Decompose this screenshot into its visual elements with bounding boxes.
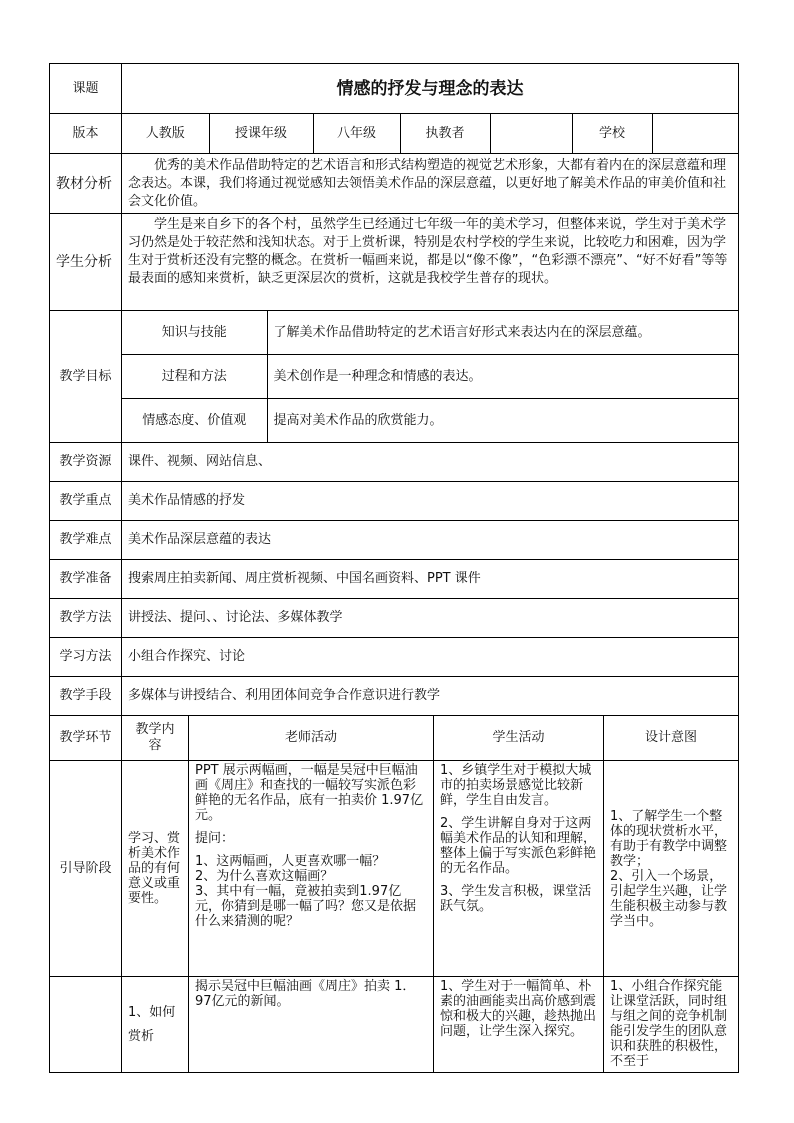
school-label: 学校	[572, 114, 652, 153]
goal-item	[122, 311, 738, 355]
teacher-label: 执教者	[400, 114, 490, 153]
school-value	[652, 114, 739, 153]
row-label: 教学方法	[50, 599, 122, 638]
row-label: 教学难点	[50, 521, 122, 560]
student-activity	[434, 977, 604, 1073]
design-paragraph: 1、了解学生一个整体的现状赏析水平，有助于有教学中调整教学； 2、引入一个场景，引起学生兴趣，让学生能积极主动参与教学当中。	[610, 808, 728, 929]
goal-text: 提高对美术作品的欣赏能力。	[273, 412, 443, 428]
process-row	[50, 761, 739, 977]
students-text: 学生是来自乡下的各个村，虽然学生已经通过七年级一年的美术学习，但整体来说，学生对于美术学习仍然是处于较茫然和浅知状态。对于上赏析课，特别是农村学校的学生来说，比较吃力和困难，因为学生对于赏析还没有完整的概念。在赏析一幅画来说，都是以“像不像”，“色彩漂不漂亮”、“好不好看”等等最表面的感知来赏析，缺乏更深层次的赏析，这就是我校学生普存的现状。	[122, 214, 739, 311]
material-row	[50, 154, 739, 214]
methods-row	[50, 599, 739, 638]
goal-text: 了解美术作品借助特定的艺术语言好形式来表达内在的深层意蕴。	[267, 311, 738, 355]
title-row	[50, 64, 739, 114]
row-text: 美术作品深层意蕴的表达	[122, 521, 739, 560]
row-text: 搜索周庄拍卖新闻、周庄赏析视频、中国名画资料、PPT 课件	[122, 560, 739, 599]
teacher-value	[490, 114, 572, 153]
grade-value: 八年级	[313, 114, 400, 153]
edition-subtable	[122, 114, 739, 153]
row-text: 小组合作探究、讨论	[122, 638, 739, 677]
design-paragraph: 1、小组合作探究能让课堂活跃，同时组与组之间的竞争机制能引发学生的团队意识和获胜的积极性，不至于	[610, 979, 728, 1069]
row-label: 教学资源	[50, 443, 122, 482]
header-teacher: 老师活动	[189, 716, 434, 761]
row-label: 学习方法	[50, 638, 122, 677]
header-student: 学生活动	[434, 716, 604, 761]
learning-methods-row	[50, 638, 739, 677]
resources-row	[50, 443, 739, 482]
row-label: 教学手段	[50, 677, 122, 716]
student-paragraph: 2、学生讲解自身对于这两幅美术作品的认知和理解，整体上偏于写实派色彩鲜艳的无名作品。	[440, 816, 597, 876]
stage-content: 学习、赏析美术作品的有何意义或重要性。	[122, 761, 189, 977]
grade-label: 授课年级	[209, 114, 313, 153]
header-design: 设计意图	[604, 716, 739, 761]
design-intent	[604, 761, 739, 977]
teacher-paragraph: 1、这两幅画，人更喜欢哪一幅？ 2、为什么喜欢这幅画？ 3、其中有一幅，竟被拍卖到1.97亿元，你猜到是哪一幅了吗？您又是依据什么来猜测的呢？	[195, 854, 417, 929]
header-stage: 教学环节	[50, 716, 122, 761]
goal-name: 知识与技能	[122, 311, 267, 355]
material-label: 教材分析	[50, 154, 122, 214]
student-activity	[434, 761, 604, 977]
key-points-row	[50, 482, 739, 521]
row-label: 教学准备	[50, 560, 122, 599]
difficulties-row	[50, 521, 739, 560]
design-intent	[604, 977, 739, 1073]
goal-name: 情感态度、价值观	[122, 399, 267, 443]
edition-row	[50, 114, 739, 154]
teacher-activity	[189, 977, 434, 1073]
goal-name: 过程和方法	[122, 355, 267, 399]
student-paragraph: 1、乡镇学生对于模拟大城市的拍卖场景感觉比较新鲜，学生自由发言。	[440, 763, 592, 808]
goals-label: 教学目标	[50, 311, 122, 443]
edition-label: 版本	[50, 114, 122, 154]
edition-value: 人教版	[122, 114, 209, 153]
goal-text: 美术创作是一种理念和情感的表达。	[267, 355, 738, 399]
stage-name	[50, 977, 122, 1073]
page-title: 情感的抒发与理念的表达	[122, 64, 739, 114]
preparation-row	[50, 560, 739, 599]
stage-name: 引导阶段	[50, 761, 122, 977]
students-row	[50, 214, 739, 311]
students-label: 学生分析	[50, 214, 122, 311]
student-paragraph: 3、学生发言积极，课堂活跃气氛。	[440, 884, 592, 914]
process-header-row	[50, 716, 739, 761]
row-text: 讲授法、提问、、讨论法、多媒体教学	[122, 599, 739, 638]
material-text: 优秀的美术作品借助特定的艺术语言和形式结构塑造的视觉艺术形象，大都有着内在的深层意蕴和理念表达。本课，我们将通过视觉感知去领悟美术作品的深层意蕴，以更好地了解美术作品的审美价值和社会文化价值。	[122, 154, 739, 214]
student-paragraph: 1、学生对于一幅简单、朴素的油画能卖出高价感到震惊和极大的兴趣，趁热抛出问题，让学生深入探究。	[440, 979, 597, 1039]
goals-subtable	[122, 311, 738, 442]
lesson-plan-document	[49, 63, 738, 1073]
means-row	[50, 677, 739, 716]
row-text: 多媒体与讲授结合、利用团体间竞争合作意识进行教学	[122, 677, 739, 716]
goals-row	[50, 311, 739, 443]
lesson-plan-table	[49, 63, 739, 1073]
teacher-activity	[189, 761, 434, 977]
header-content: 教学内容	[122, 716, 189, 761]
row-text: 美术作品情感的抒发	[122, 482, 739, 521]
process-row	[50, 977, 739, 1073]
topic-label: 课题	[50, 64, 122, 114]
row-label: 教学重点	[50, 482, 122, 521]
goal-item	[122, 399, 738, 443]
teacher-paragraph: 提问：	[195, 831, 235, 846]
stage-content: 1、如何赏析	[122, 977, 189, 1073]
teacher-paragraph: 揭示吴冠中巨幅油画《周庄》拍卖 1．97亿元的新闻。	[195, 979, 416, 1009]
goal-item	[122, 355, 738, 399]
teacher-paragraph: PPT 展示两幅画，一幅是吴冠中巨幅油画《周庄》和查找的一幅较写实派色彩鲜艳的无名作品，底有一拍卖价 1.97亿元。	[195, 763, 424, 823]
row-text: 课件、视频、网站信息、	[122, 443, 739, 482]
